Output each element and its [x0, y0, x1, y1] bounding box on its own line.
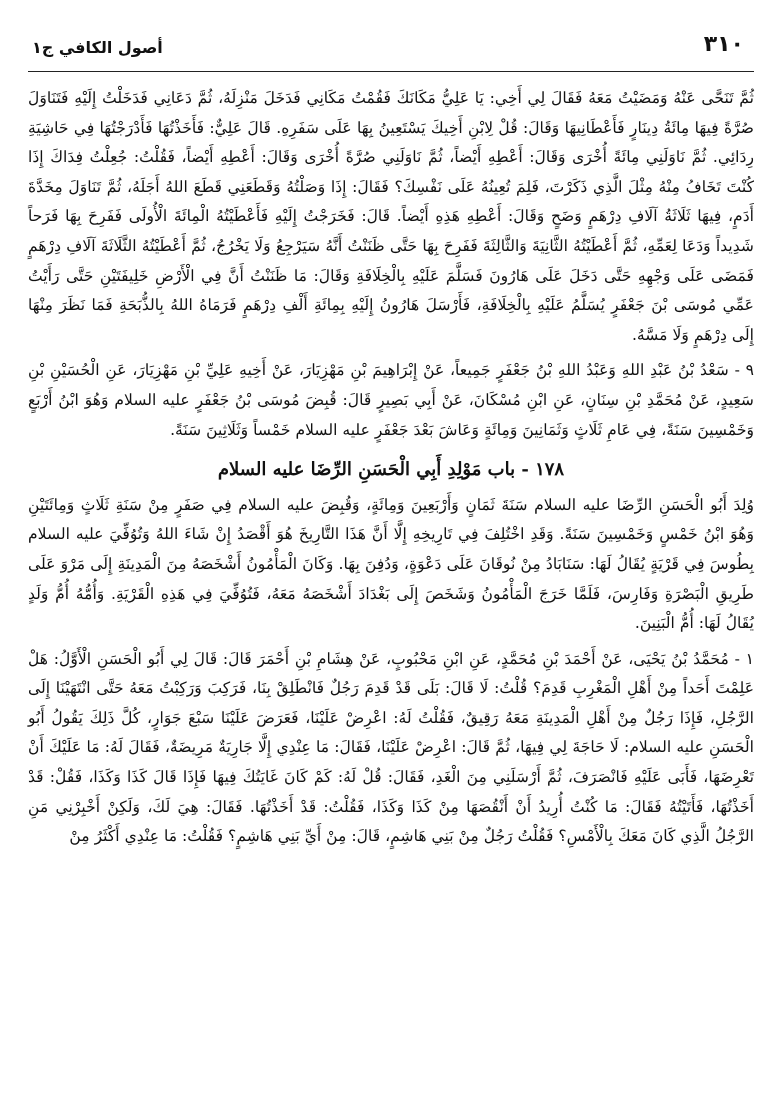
paragraph-hadith-1: ١ - مُحَمَّدُ بْنُ يَحْيَى، عَنْ أَحْمَدَ بْنِ مُحَمَّدٍ، عَنِ ابْنِ مَحْبُوبٍ، عَنْ هِشَامِ بْنِ أَحْمَرَ قَالَ: قَالَ لِي أَبُو الْحَسَنِ الْأَوَّلُ: هَلْ عَلِمْتَ أَحَداً مِنْ أَهْلِ الْمَغْرِبِ قَدِمَ؟ قُلْتُ: لَا قَالَ: بَلَى قَدْ قَدِمَ رَجُلٌ فَانْطَلِقْ بِنَا، فَرَكِبَ وَرَكِبْتُ مَعَهُ حَتَّى انْتَهَيْنَا إِلَى الرَّجُلِ، فَإِذَا رَجُلٌ مِنْ أَهْلِ الْمَدِينَةِ مَعَهُ رَقِيقٌ، فَقُلْتُ لَهُ: اعْرِضْ عَلَيْنَا، فَعَرَضَ عَلَيْنَا سَبْعَ جَوَارٍ، كُلَّ ذَلِكَ يَقُولُ أَبُو الْحَسَنِ عليه السلام: لَا حَاجَةَ لِي فِيهَا، ثُمَّ قَالَ: اعْرِضْ عَلَيْنَا، فَقَالَ: مَا عِنْدِي إِلَّا جَارِيَةٌ مَرِيضَةٌ، فَقَالَ لَهُ: مَا عَلَيْكَ أَنْ تَعْرِضَهَا، فَأَبَى عَلَيْهِ فَانْصَرَفَ، ثُمَّ أَرْسَلَنِي مِنَ الْغَدِ، فَقَالَ: قُلْ لَهُ: كَمْ كَانَ غَايَتُكَ فِيهَا فَإِذَا قَالَ كَذَا وَكَذَا، فَقُلْ: قَدْ أَخَذْتُهَا، فَأَتَيْتُهُ فَقَالَ: مَا كُنْتُ أُرِيدُ أَنْ أَنْقُصَهَا مِنْ كَذَا وَكَذَا، فَقُلْتُ: قَدْ أَخَذْتُهَا. فَقَالَ: هِيَ لَكَ، وَلَكِنْ أَخْبِرْنِي مَنِ الرَّجُلُ الَّذِي كَانَ مَعَكَ بِالْأَمْسِ؟ فَقُلْتُ رَجُلٌ مِنْ بَنِي هَاشِمٍ، قَالَ: مِنْ أَيِّ بَنِي هَاشِمٍ؟ فَقُلْتُ: مَا عِنْدِي أَكْثَرُ مِنْ: [28, 649, 754, 846]
page-header: [28, 28, 754, 72]
paragraph-narration-continued: ثُمَّ تَنَحَّى عَنْهُ وَمَضَيْتُ مَعَهُ فَقَالَ لِي أَخِي: يَا عَلِيُّ مَكَانَكَ فَقُمْتُ مَكَانِي فَدَخَلَ مَنْزِلَهُ، ثُمَّ دَعَانِي فَدَخَلْتُ إِلَيْهِ فَتَنَاوَلَ صُرَّةً فِيهَا مِائَةُ دِينَارٍ فَأَعْطَانِيهَا وَقَالَ: قُلْ لِابْنِ أَخِيكَ يَسْتَعِينُ بِهَا عَلَى سَفَرِهِ. قَالَ عَلِيٌّ: فَأَخَذْتُهَا فَأَدْرَجْتُهَا فِي حَاشِيَةِ رِدَائِي. ثُمَّ نَاوَلَنِي مِائَةً أُخْرَى وَقَالَ: أَعْطِهِ أَيْضاً، ثُمَّ نَاوَلَنِي صُرَّةً أُخْرَى وَقَالَ: أَعْطِهِ أَيْضاً، فَقُلْتُ: جُعِلْتُ فِدَاكَ إِذَا كُنْتَ تَخَافُ مِنْهُ مِثْلَ الَّذِي ذَكَرْتَ، فَلِمَ تُعِينُهُ عَلَى نَفْسِكَ؟ فَقَالَ: إِذَا وَصَلْتُهُ وَقَطَعَنِي قَطَعَ اللهُ أَجَلَهُ، ثُمَّ تَنَاوَلَ مِخَدَّةَ أَدَمٍ، فِيهَا ثَلَاثَةُ آلَافِ دِرْهَمٍ وَضَحٍ وَقَالَ: أَعْطِهِ هَذِهِ أَيْضاً. قَالَ: فَخَرَجْتُ إِلَيْهِ فَأَعْطَيْتُهُ الْمِائَةَ الْأُولَى فَفَرِحَ بِهَا فَرَحاً شَدِيداً وَدَعَا لِعَمِّهِ، ثُمَّ أَعْطَيْتُهُ الثَّانِيَةَ وَالثَّالِثَةَ فَفَرِحَ بِهَا حَتَّى ظَنَنْتُ أَنَّهُ سَيَرْجِعُ وَلَا يَخْرُجُ، ثُمَّ أَعْطَيْتُهُ الثَّلَاثَةَ آلَافِ دِرْهَمٍ فَمَضَى عَلَى وَجْهِهِ حَتَّى دَخَلَ عَلَى هَارُونَ فَسَلَّمَ عَلَيْهِ بِالْخِلَافَةِ وَقَالَ: مَا ظَنَنْتُ أَنَّ فِي الْأَرْضِ خَلِيفَتَيْنِ حَتَّى رَأَيْتُ عَمِّي مُوسَى بْنَ جَعْفَرٍ يُسَلَّمُ عَلَيْهِ بِالْخِلَافَةِ، فَأَرْسَلَ هَارُونُ إِلَيْهِ بِمِائَةِ أَلْفِ دِرْهَمٍ فَرَمَاهُ اللهُ بِالذُّبَحَةِ فَمَا نَظَرَ مِنْهَا إِلَى دِرْهَمٍ وَلَا مَسَّهُ.: [28, 89, 754, 344]
chapter-heading: ١٧٨ - باب مَوْلِدِ أَبِي الْحَسَنِ الرِّضَا عليه السلام: [217, 459, 565, 481]
page-number: ٣١٠: [703, 32, 744, 57]
header-divider: [28, 71, 754, 72]
page-body: [28, 84, 754, 1095]
paragraph-hadith-9: ٩ - سَعْدُ بْنُ عَبْدِ اللهِ وَعَبْدُ اللهِ بْنُ جَعْفَرٍ جَمِيعاً، عَنْ إِبْرَاهِيمَ بْنِ مَهْزِيَارَ، عَنْ أَخِيهِ عَلِيِّ بْنِ مَهْزِيَارَ، عَنِ الْحُسَيْنِ بْنِ سَعِيدٍ، عَنْ مُحَمَّدِ بْنِ سِنَانٍ، عَنِ ابْنِ مُسْكَانَ، عَنْ أَبِي بَصِيرٍ قَالَ: قُبِضَ مُوسَى بْنُ جَعْفَرٍ عليه السلام وَهُوَ ابْنُ أَرْبَعٍ وَخَمْسِينَ سَنَةً، فِي عَامِ ثَلَاثٍ وَثَمَانِينَ وَمِائَةٍ وَعَاشَ بَعْدَ جَعْفَرٍ عليه السلام خَمْساً وَثَلَاثِينَ سَنَةً.: [28, 361, 754, 439]
book-title: أصول الكافي ج١: [32, 38, 163, 57]
paragraph-chapter-intro: وُلِدَ أَبُو الْحَسَنِ الرِّضَا عليه السلام سَنَةَ ثَمَانٍ وَأَرْبَعِينَ وَمِائَةٍ، وَقُبِضَ عليه السلام فِي صَفَرٍ مِنْ سَنَةِ ثَلَاثٍ وَمِائَتَيْنِ وَهُوَ ابْنُ خَمْسٍ وَخَمْسِينَ سَنَةً. وَقَدِ اخْتُلِفَ فِي تَارِيخِهِ إِلَّا أَنَّ هَذَا التَّارِيخَ هُوَ أَقْصَدُ إِنْ شَاءَ اللهُ وَتُوُفِّيَ عليه السلام بِطُوسَ فِي قَرْيَةٍ يُقَالُ لَهَا: سَنَابَادُ مِنْ نُوقَانَ عَلَى دَعْوَةٍ، وَدُفِنَ بِهَا. وَكَانَ الْمَأْمُونُ أَشْخَصَهُ مِنَ الْمَدِينَةِ إِلَى مَرْوَ عَلَى طَرِيقِ الْبَصْرَةِ وَفَارِسَ، فَلَمَّا خَرَجَ الْمَأْمُونُ وَشَخَصَ إِلَى بَغْدَادَ أَشْخَصَهُ مَعَهُ، فَتُوُفِّيَ فِي هَذِهِ الْقَرْيَةِ. وَأُمُّهُ أُمُّ وَلَدٍ يُقَالُ لَهَا: أُمُّ الْبَنِينَ.: [28, 495, 754, 633]
